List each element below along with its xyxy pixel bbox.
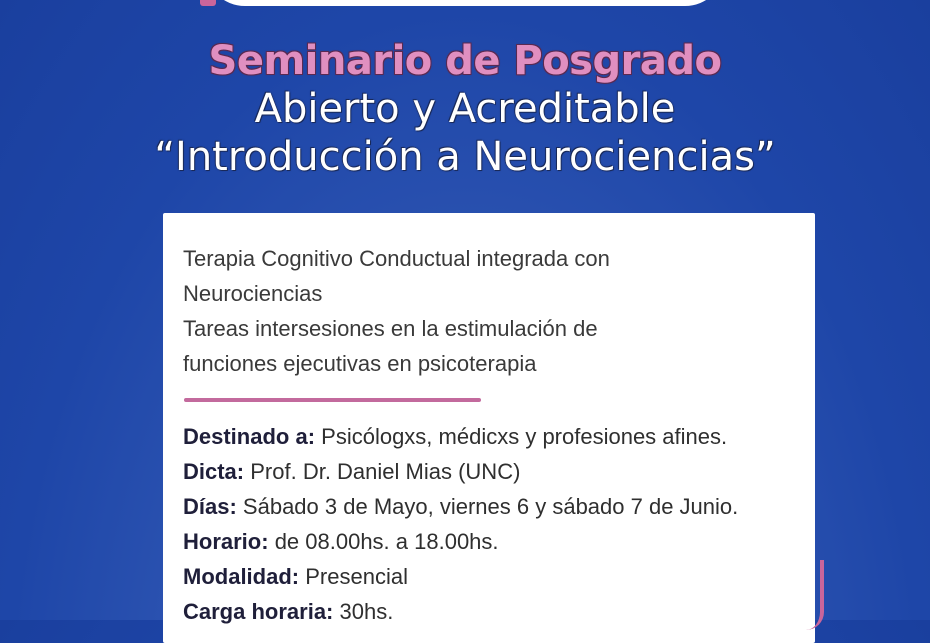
page-title: Seminario de Posgrado xyxy=(208,38,722,84)
detail-label: Modalidad: xyxy=(183,564,300,589)
detail-schedule xyxy=(183,524,803,559)
detail-label: Carga horaria: xyxy=(183,599,334,624)
top-pill-accent xyxy=(200,0,216,6)
detail-label: Dicta: xyxy=(183,459,245,484)
detail-label: Horario: xyxy=(183,529,269,554)
detail-value: Psicólogxs, médicxs y profesiones afines. xyxy=(321,424,728,449)
description-line: Neurociencias xyxy=(183,281,323,306)
description-line: funciones ejecutivas en psicoterapia xyxy=(183,351,537,376)
course-description xyxy=(183,241,783,381)
detail-value: de 08.00hs. a 18.00hs. xyxy=(274,529,499,554)
detail-instructor xyxy=(183,454,803,489)
detail-modality xyxy=(183,559,803,594)
detail-value: 30hs. xyxy=(339,599,394,624)
course-details xyxy=(183,419,803,629)
detail-days xyxy=(183,489,803,524)
top-banner-shape xyxy=(205,0,725,6)
course-name: “Introducción a Neurociencias” xyxy=(154,134,776,180)
detail-value: Prof. Dr. Daniel Mias (UNC) xyxy=(250,459,521,484)
detail-label: Destinado a: xyxy=(183,424,316,449)
detail-value: Sábado 3 de Mayo, viernes 6 y sábado 7 de Junio. xyxy=(242,494,739,519)
detail-hours xyxy=(183,594,803,629)
description-line: Tareas intersesiones en la estimulación de xyxy=(183,316,598,341)
info-card xyxy=(163,213,815,643)
detail-value: Presencial xyxy=(305,564,408,589)
detail-label: Días: xyxy=(183,494,237,519)
description-line: Terapia Cognitivo Conductual integrada con xyxy=(183,246,610,271)
detail-audience xyxy=(183,419,803,454)
page-subtitle: Abierto y Acreditable xyxy=(254,86,676,132)
divider xyxy=(184,398,481,402)
